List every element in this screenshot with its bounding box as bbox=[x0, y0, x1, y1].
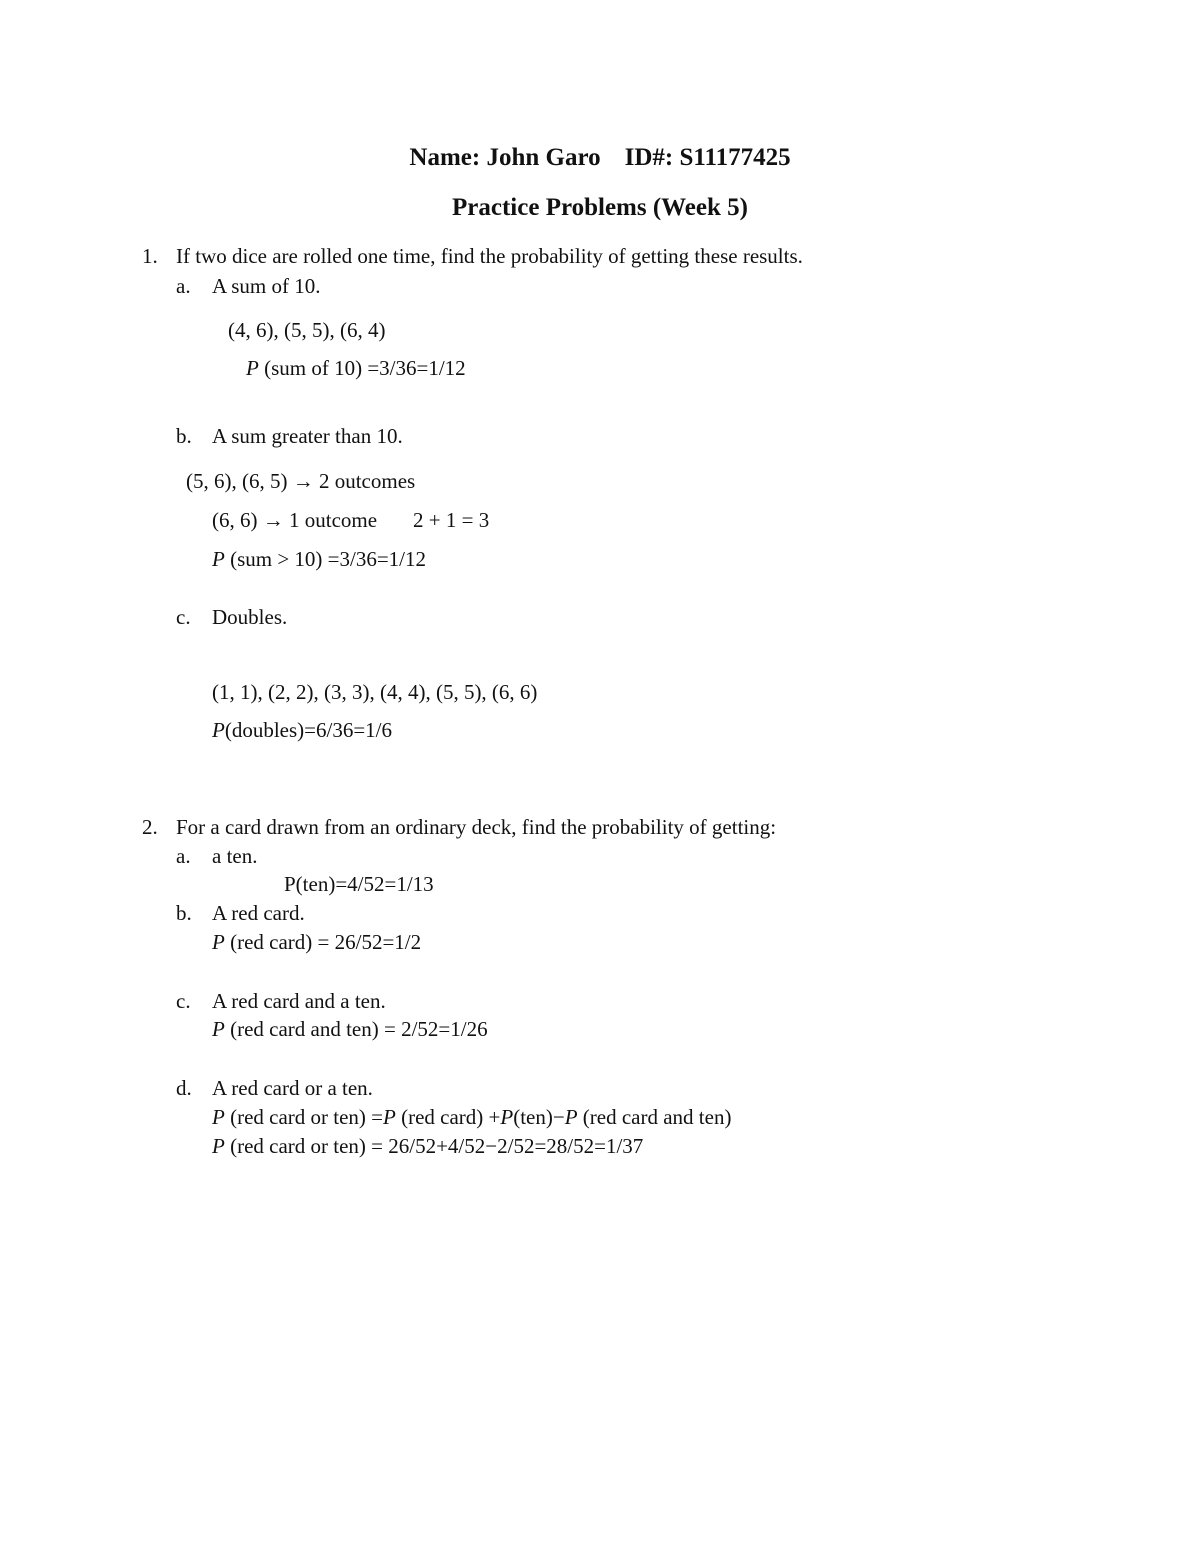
q1b-text: A sum greater than 10. bbox=[212, 424, 403, 448]
q1c-text: Doubles. bbox=[212, 605, 288, 629]
q2-prompt: For a card drawn from an ordinary deck, find the probability of getting: bbox=[176, 815, 777, 839]
q1a-probability: P (sum of 10) =3/36=1/12 bbox=[246, 356, 466, 380]
q2d-letter: d. bbox=[176, 1076, 192, 1100]
q2a-letter: a. bbox=[176, 844, 191, 868]
q2a-text: a ten. bbox=[212, 844, 258, 868]
q1a-text: A sum of 10. bbox=[212, 274, 321, 298]
q1b-outcomes-line1: (5, 6), (6, 5) → 2 outcomes bbox=[186, 469, 416, 493]
q1c-probability: P(doubles)=6/36=1/6 bbox=[212, 718, 392, 742]
prob-symbol: P bbox=[212, 1134, 225, 1158]
q2b-letter: b. bbox=[176, 901, 192, 925]
prob-symbol: P bbox=[246, 356, 259, 380]
prob-symbol: P bbox=[212, 718, 225, 742]
q1c-letter: c. bbox=[176, 605, 191, 629]
name-id-heading bbox=[0, 144, 1200, 172]
q2-number: 2. bbox=[142, 815, 158, 839]
student-id: ID#: S11177425 bbox=[624, 144, 791, 171]
q1b-outcomes-line2: (6, 6) → 1 outcome 2 + 1 = 3 bbox=[212, 508, 490, 532]
q2c-probability: P (red card and ten) = 2/52=1/26 bbox=[212, 1017, 488, 1041]
q1a-letter: a. bbox=[176, 274, 191, 298]
q2c-text: A red card and a ten. bbox=[212, 989, 386, 1013]
q2c-letter: c. bbox=[176, 989, 191, 1013]
q2b-text: A red card. bbox=[212, 901, 305, 925]
q2a-probability: P(ten)=4/52=1/13 bbox=[284, 872, 434, 896]
q1-number: 1. bbox=[142, 244, 158, 268]
q1a-outcomes: (4, 6), (5, 5), (6, 4) bbox=[228, 318, 386, 342]
page-title: Practice Problems (Week 5) bbox=[452, 194, 748, 221]
prob-symbol: P bbox=[212, 547, 225, 571]
student-name: Name: John Garo bbox=[409, 144, 601, 171]
q1b-letter: b. bbox=[176, 424, 192, 448]
q2b-probability: P (red card) = 26/52=1/2 bbox=[212, 930, 422, 954]
prob-symbol: P bbox=[212, 930, 225, 954]
q2d-result: P (red card or ten) = 26/52+4/52−2/52=28/52=1/37 bbox=[212, 1134, 644, 1158]
q2d-formula: P (red card or ten) =P (red card) +P(ten)−P (red card and ten) bbox=[212, 1105, 732, 1129]
q1b-probability: P (sum > 10) =3/36=1/12 bbox=[212, 547, 427, 571]
q1b-count-sum: 2 + 1 = 3 bbox=[413, 508, 490, 532]
q1-prompt: If two dice are rolled one time, find the probability of getting these results. bbox=[176, 244, 803, 268]
prob-symbol: P bbox=[212, 1017, 225, 1041]
q1c-outcomes: (1, 1), (2, 2), (3, 3), (4, 4), (5, 5), (6, 6) bbox=[212, 680, 538, 704]
q2d-text: A red card or a ten. bbox=[212, 1076, 373, 1100]
